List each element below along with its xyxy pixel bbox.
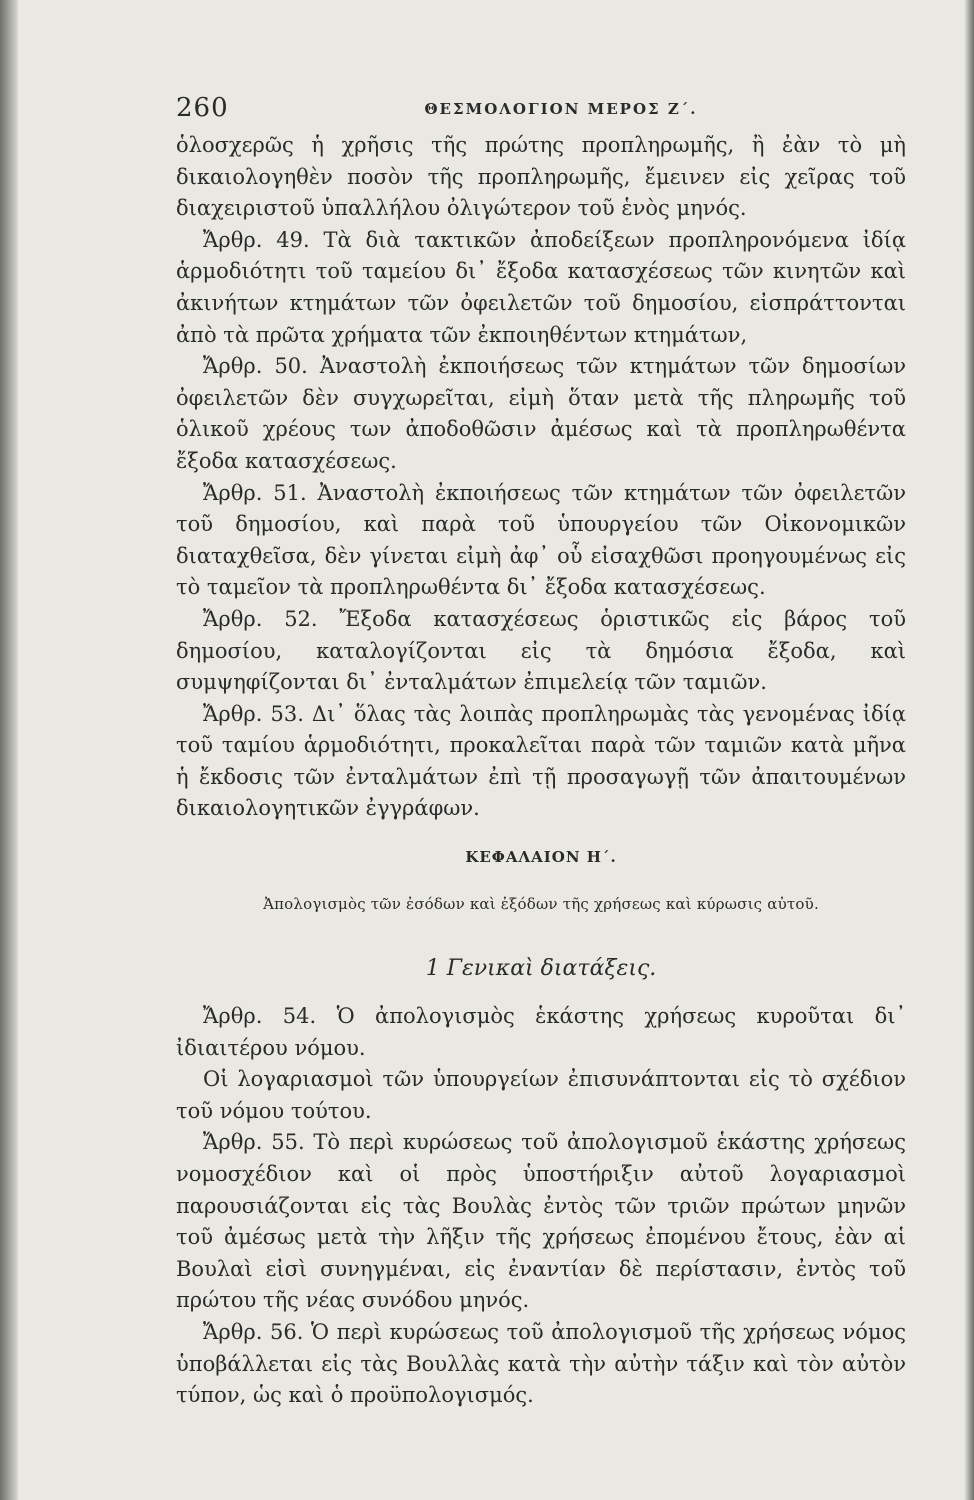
- paragraph-article-54: Ἄρθρ. 54. Ὁ ἀπολογισμὸς ἑκάστης χρήσεως κυροῦται δι᾽ ἰδιαιτέρου νόμου.: [176, 1004, 906, 1060]
- chapter-subtitle: Ἀπολογισμὸς τῶν ἐσόδων καὶ ἐξόδων τῆς χρήσεως καὶ κύρωσις αὐτοῦ.: [263, 895, 819, 913]
- paragraph-continuation: ὁλοσχερῶς ἡ χρῆσις τῆς πρώτης προπληρωμῆς, ἢ ἐὰν τὸ μὴ δικαιολογηθὲν ποσὸν τῆς προπληρωμῆς, ἔμεινεν εἰς χεῖρας τοῦ διαχειριστοῦ ὑπαλλήλου ὀλιγώτερον τοῦ ἑνὸς μηνός.: [176, 133, 906, 221]
- body-text-bottom: [176, 1001, 906, 1412]
- paragraph-article-56: Ἄρθρ. 56. Ὁ περὶ κυρώσεως τοῦ ἀπολογισμοῦ τῆς χρήσεως νόμος ὑποβάλλεται εἰς τὰς Βουλλὰς κατὰ τὴν αὐτὴν τάξιν καὶ τὸν αὐτὸν τύπον, ὡς καὶ ὁ προϋπολογισμός.: [176, 1319, 906, 1408]
- running-title: ΘΕΣΜΟΛΟΓΙΟΝ ΜΕΡΟΣ Ζ΄.: [424, 100, 698, 118]
- paragraph-article-52: Ἄρθρ. 52. Ἔξοδα κατασχέσεως ὁριστικῶς εἰς βάρος τοῦ δημοσίου, καταλογίζονται εἰς τὰ δημόσια ἔξοδα, καὶ συμψηφίζονται δι᾽ ἐνταλμάτων ἐπιμελείᾳ τῶν ταμιῶν.: [176, 606, 906, 695]
- paragraph-article-49: Ἄρθρ. 49. Τὰ διὰ τακτικῶν ἀποδείξεων προπληρονόμενα ἰδίᾳ ἁρμοδιότητι τοῦ ταμείου δι᾽ ἔξοδα κατασχέσεως τῶν κινητῶν καὶ ἀκινήτων κτημάτων τῶν ὀφειλετῶν τοῦ δημοσίου, εἰσπράττονται ἀπὸ τὰ πρῶτα χρήματα τῶν ἐκποιηθέντων κτημάτων,: [176, 227, 906, 347]
- paragraph-accounts: Οἱ λογαριασμοὶ τῶν ὑπουργείων ἐπισυνάπτονται εἰς τὸ σχέδιον τοῦ νόμου τούτου.: [176, 1067, 906, 1123]
- page-header: [176, 93, 906, 129]
- section-title: 1 Γενικαὶ διατάξεις.: [425, 956, 657, 981]
- paragraph-article-53: Ἄρθρ. 53. Δι᾽ ὅλας τὰς λοιπὰς προπληρωμὰς τὰς γενομένας ἰδίᾳ τοῦ ταμίου ἁρμοδιότητι, προκαλεῖται παρὰ τῶν ταμιῶν κατὰ μῆνα ἡ ἔκδοσις τῶν ἐνταλμάτων ἐπὶ τῇ προσαγωγῇ τῶν ἀπαιτουμένων δικαιολογητικῶν ἐγγράφων.: [176, 701, 906, 821]
- page-number: 260: [176, 93, 229, 123]
- paragraph-article-55: Ἄρθρ. 55. Τὸ περὶ κυρώσεως τοῦ ἀπολογισμοῦ ἑκάστης χρήσεως νομοσχέδιον καὶ οἱ πρὸς ὑποστήριξιν αὐτοῦ λογαριασμοὶ παρουσιάζονται εἰς τὰς Βουλὰς ἐντὸς τῶν τριῶν πρώτων μηνῶν τοῦ ἀμέσως μετὰ τὴν λῆξιν τῆς χρήσεως ἐπομένου ἔτους, ἐὰν αἱ Βουλαὶ εἰσὶ συνηγμέναι, εἰς ἐναντίαν δὲ περίστασιν, ἐντὸς τοῦ πρώτου τῆς νέας συνόδου μηνός.: [176, 1130, 906, 1313]
- paragraph-article-51: Ἄρθρ. 51. Ἀναστολὴ ἐκποιήσεως τῶν κτημάτων τῶν ὀφειλετῶν τοῦ δημοσίου, καὶ παρὰ τοῦ ὑπουργείου τῶν Οἰκονομικῶν διαταχθεῖσα, δὲν γίνεται εἰμὴ ἀφ᾽ οὗ εἰσαχθῶσι προηγουμένως εἰς τὸ ταμεῖον τὰ προπληρωθέντα δι᾽ ἔξοδα κατασχέσεως.: [176, 480, 906, 600]
- chapter-heading: ΚΕΦΑΛΑΙΟΝ Η΄.: [465, 848, 617, 866]
- body-text-top: [176, 130, 906, 825]
- paragraph-article-50: Ἄρθρ. 50. Ἀναστολὴ ἐκποιήσεως τῶν κτημάτων τῶν δημοσίων ὀφειλετῶν δὲν συγχωρεῖται, εἰμὴ ὅταν μετὰ τῆς πληρωμῆς τοῦ ὁλικοῦ χρέους των ἀποδοθῶσιν ἀμέσως καὶ τὰ προπληρωθέντα ἔξοδα κατασχέσεως.: [176, 354, 906, 473]
